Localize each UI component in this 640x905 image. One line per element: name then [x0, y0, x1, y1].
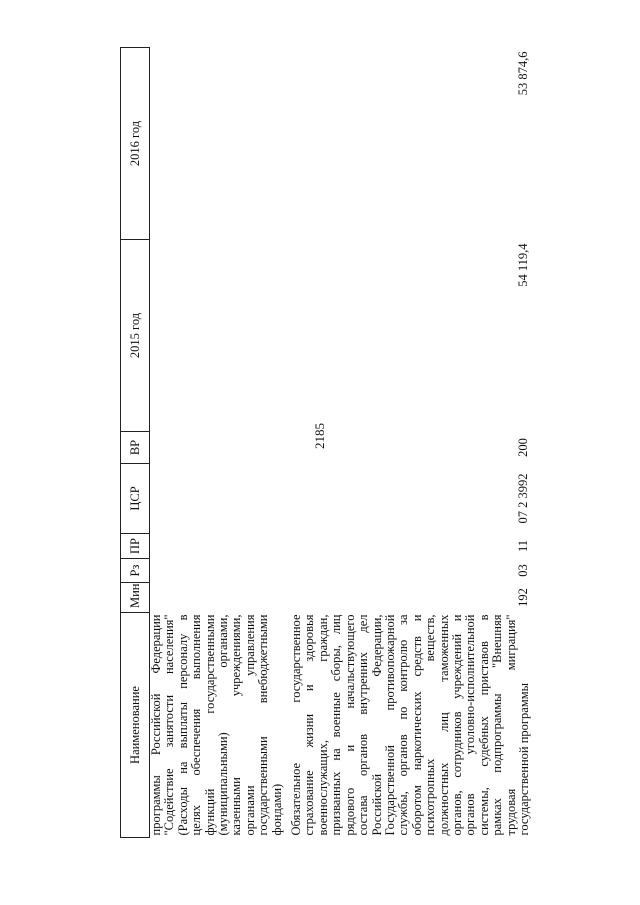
row2-name-line: органов, сотрудников учреждений и: [449, 614, 464, 836]
row2-name-line: военнослужащих, граждан,: [315, 614, 330, 836]
row1-name-cell: [150, 613, 285, 838]
value-2015-cell: 54 119,4: [516, 243, 531, 287]
page-number: 2185: [312, 423, 327, 449]
row2-name-line: органов уголовно-исполнительной: [463, 614, 478, 836]
row2-name-line: психотропных веществ,: [423, 614, 438, 836]
row2-name-line: Обязательное государственное: [289, 614, 304, 836]
header-2015: 2015 год: [121, 240, 150, 432]
rz-cell: 03: [516, 564, 531, 577]
row1-name-line: органами управления: [242, 614, 257, 836]
row2-name-line: службы, органов по контролю за: [396, 614, 411, 836]
row1-name-line: программы Российской Федерации: [149, 614, 163, 836]
row1-name-line: государственными внебюджетными: [256, 614, 271, 836]
value-2016-cell: 53 874,6: [516, 51, 531, 96]
row2-name-line: Государственной противопожарной: [382, 614, 397, 836]
header-2016: 2016 год: [121, 48, 150, 240]
budget-table: [120, 47, 531, 838]
header-name: Наименование: [121, 613, 150, 838]
row1-name-line: казенными учреждениями,: [229, 614, 244, 836]
row2-name-line: рамках подпрограммы "Внешняя: [490, 614, 505, 836]
row2-name-line: рядового и начальствующего: [342, 614, 357, 836]
csr-cell: 07 2 3992: [516, 473, 531, 524]
header-min: Мин: [121, 583, 150, 613]
min-cell: 192: [516, 588, 531, 607]
row2-name-line: должностных лиц таможенных: [436, 614, 451, 836]
pr-cell: 11: [516, 539, 531, 553]
row2-name-line: Российской Федерации,: [369, 614, 384, 836]
row1-name-line: "Содействие занятости населения": [162, 614, 177, 836]
header-vr: ВР: [121, 432, 150, 464]
header-pr: ПР: [121, 534, 150, 559]
header-rz: Рз: [121, 559, 150, 583]
row2-name-line: системы, судебных приставов в: [476, 614, 491, 836]
table-row: [284, 48, 531, 838]
vr-cell: 200: [516, 438, 531, 457]
row1-name-line: целях обеспечения выполнения: [189, 614, 204, 836]
row1-name-line: (Расходы на выплаты персоналу в: [175, 614, 190, 836]
row2-name-cell: [284, 613, 531, 838]
table-row: [150, 48, 285, 838]
row2-name-line: оборотом наркотических средств и: [409, 614, 424, 836]
row2-name-line: государственной программы: [516, 682, 531, 836]
rotated-table-container: [120, 48, 640, 838]
row2-name-line: состава органов внутренних дел: [356, 614, 371, 836]
row1-name-line: фондами): [269, 783, 284, 836]
row1-name-line: (муниципальными) органами,: [216, 614, 231, 836]
row2-name-line: трудовая миграция": [503, 614, 518, 836]
row1-name-line: функций государственными: [202, 614, 217, 836]
header-csr: ЦСР: [121, 464, 150, 534]
table-header-row: [121, 48, 150, 838]
row2-name-line: призванных на военные сборы, лиц: [329, 614, 344, 836]
row2-name-line: страхование жизни и здоровья: [302, 614, 317, 836]
